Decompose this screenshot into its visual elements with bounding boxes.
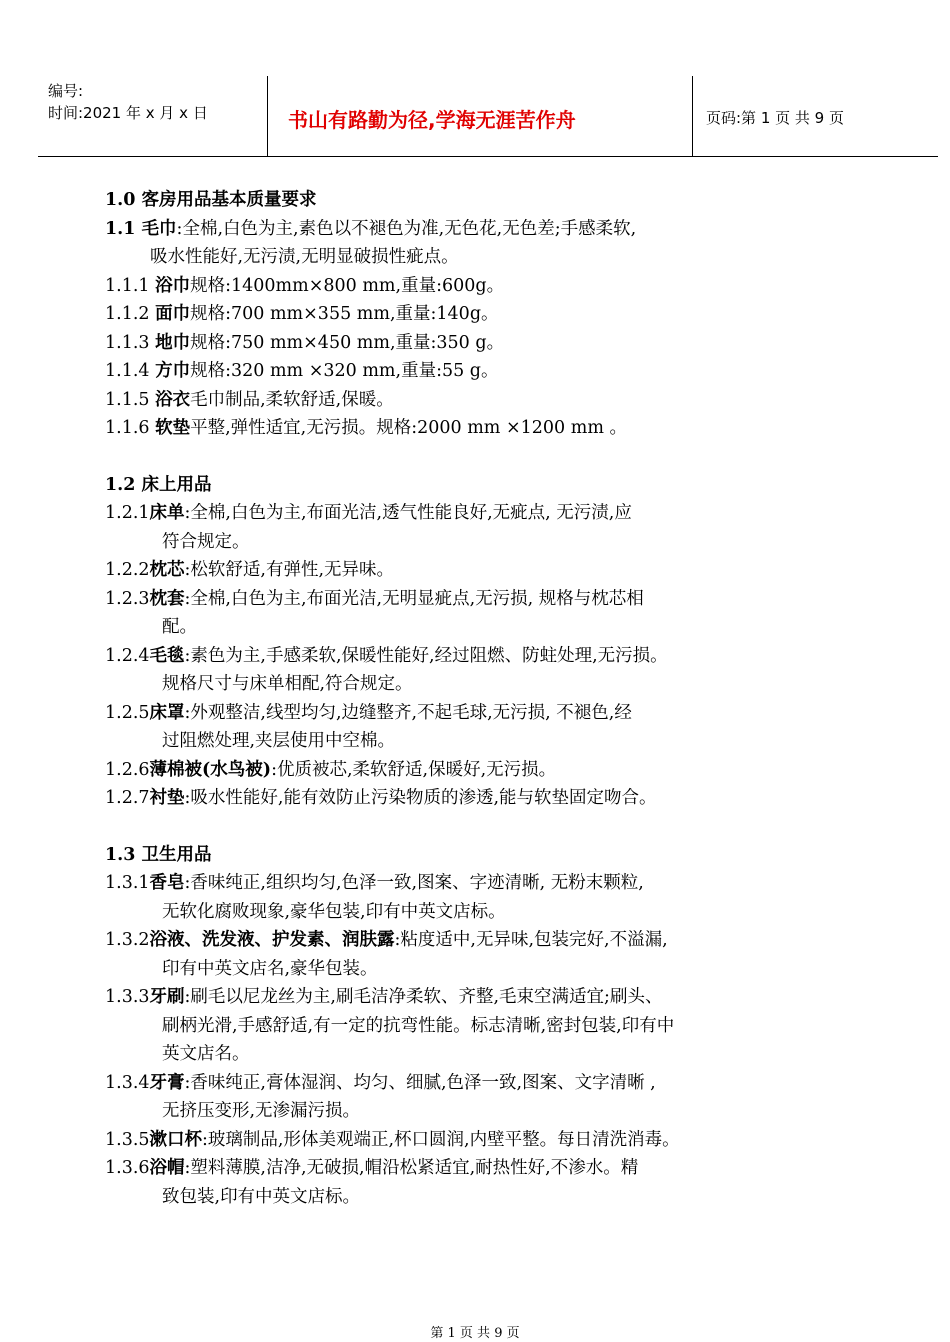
clause-text: 规格:750 mm×450 mm,重量:350 g。: [190, 332, 505, 353]
header-motto: 书山有路勤为径,学海无涯苦作舟: [288, 108, 576, 132]
clause-number: 1.1.2: [105, 304, 156, 324]
clause-term: 床单: [149, 503, 185, 523]
clause-continuation: 符合规定。: [162, 531, 250, 552]
clause-text: :吸水性能好,能有效防止污染物质的渗透,能与软垫固定吻合。: [184, 788, 657, 808]
clause-number: 1.1: [105, 218, 142, 239]
clause-number: 1.2.6: [105, 759, 150, 780]
clause-continuation: 过阻燃处理,夹层使用中空棉。: [162, 731, 396, 751]
clause-term: 软垫: [155, 418, 191, 438]
clause: [105, 272, 895, 301]
clause-number: 1.1.3: [105, 332, 156, 353]
clause-number: 1.1.1: [105, 275, 156, 296]
header-meta: [48, 80, 208, 124]
clause-number: 1.2.7: [105, 788, 150, 808]
clause: [105, 300, 895, 329]
clause-continuation: 无软化腐败现象,豪华包装,印有中英文店标。: [162, 901, 506, 922]
clause-text: 毛巾制品,柔软舒适,保暖。: [190, 389, 394, 410]
clause-term: 床罩: [149, 702, 185, 723]
clause-term: 牙膏: [149, 1072, 185, 1093]
page-header: [38, 76, 938, 157]
clause-term: 地巾: [155, 332, 191, 353]
clause-term: 香皂: [149, 873, 185, 893]
clause-text: 规格:700 mm×355 mm,重量:140g。: [190, 304, 499, 324]
clause-number: 1.1.6: [105, 418, 156, 438]
header-page-info: 页码:第 1 页 共 9 页: [706, 109, 844, 127]
clause-continuation: 英文店名。: [162, 1044, 250, 1064]
clause-continuation: 规格尺寸与床单相配,符合规定。: [162, 674, 413, 694]
clause: [105, 414, 895, 443]
clause: [105, 784, 895, 813]
clause-number: 1.3.4: [105, 1072, 150, 1093]
clause-term: 毛巾: [141, 218, 177, 239]
clause: [105, 756, 895, 785]
clause-number: 1.3.5: [105, 1129, 150, 1150]
clause-term: 方巾: [155, 361, 191, 381]
clause-text: :松软舒适,有弹性,无异味。: [184, 560, 395, 580]
document-body: [105, 186, 895, 1211]
clause-number: 1.1.4: [105, 361, 156, 381]
clause-text: :素色为主,手感柔软,保暖性能好,经过阻燃、防蛀处理,无污损。: [184, 645, 668, 666]
clause-text: :全棉,白色为主,布面光洁,透气性能良好,无疵点, 无污渍,应: [184, 503, 632, 523]
clause-continuation: 刷柄光滑,手感舒适,有一定的抗弯性能。标志清晰,密封包装,印有中: [162, 1015, 675, 1036]
clause: [105, 983, 895, 1012]
section-spacer: [105, 443, 895, 471]
clause-number: 1.3.2: [105, 930, 150, 950]
clause-text: :优质被芯,柔软舒适,保暖好,无污损。: [271, 759, 557, 780]
clause-term: 枕套: [149, 588, 185, 609]
clause-number: 1.2.2: [105, 560, 150, 580]
clause-text: :玻璃制品,形体美观端正,杯口圆润,内壁平整。每日清洗消毒。: [202, 1129, 680, 1150]
clause-number: 1.2.4: [105, 645, 150, 666]
clause-continuation: 印有中英文店名,豪华包装。: [162, 958, 378, 979]
clause-term: 浴衣: [155, 389, 191, 410]
clause-term: 浴帽: [149, 1158, 185, 1178]
clause: [105, 386, 895, 415]
clause-term: 牙刷: [149, 987, 185, 1007]
clause: [105, 1154, 895, 1183]
clause-number: 1.1.5: [105, 389, 156, 410]
clause: [105, 499, 895, 528]
clause: [105, 1126, 895, 1155]
clause: [105, 357, 895, 386]
clause-text: :粘度适中,无异味,包装完好,不溢漏,: [394, 930, 668, 950]
clause-number: 1.3.3: [105, 987, 150, 1007]
clause-number: 1.2.3: [105, 588, 150, 609]
clause-text: :塑料薄膜,洁净,无破损,帽沿松紧适宜,耐热性好,不渗水。精: [184, 1158, 639, 1178]
clause: [105, 215, 895, 244]
doc-time-label: 时间:2021 年 x 月 x 日: [48, 104, 208, 122]
clause-term: 漱口杯: [149, 1129, 203, 1150]
header-divider: [267, 76, 268, 156]
page-footer: 第 1 页 共 9 页: [430, 1326, 520, 1341]
clause-text: 规格:320 mm ×320 mm,重量:55 g。: [190, 361, 499, 381]
clause-continuation: 吸水性能好,无污渍,无明显破损性疵点。: [150, 247, 459, 267]
clause-term: 毛毯: [149, 645, 185, 666]
clause: [105, 556, 895, 585]
clause-number: 1.2.5: [105, 702, 150, 723]
clause-term: 枕芯: [149, 560, 185, 580]
clause-continuation: 配。: [162, 617, 197, 637]
clause-number: 1.3.6: [105, 1158, 150, 1178]
clause-text: 平整,弹性适宜,无污损。规格:2000 mm ×1200 mm 。: [190, 418, 627, 438]
clause-term: 衬垫: [149, 788, 185, 808]
clause-continuation: 无挤压变形,无渗漏污损。: [162, 1101, 361, 1121]
clause-text: :香味纯正,组织均匀,色泽一致,图案、字迹清晰, 无粉末颗粒,: [184, 873, 644, 893]
clause-text: :全棉,白色为主,布面光洁,无明显疵点,无污损, 规格与枕芯相: [184, 588, 644, 609]
clause: [105, 329, 895, 358]
doc-number-label: 编号:: [48, 82, 84, 100]
clause: [105, 642, 895, 671]
section-heading: 1.2 床上用品: [105, 474, 212, 495]
clause-term: 面巾: [155, 304, 191, 324]
section-spacer: [105, 813, 895, 841]
clause-term: 浴液、洗发液、护发素、润肤露: [149, 930, 395, 950]
header-divider: [692, 76, 693, 156]
clause-number: 1.2.1: [105, 503, 150, 523]
clause-text: :刷毛以尼龙丝为主,刷毛洁净柔软、齐整,毛束空满适宜;刷头、: [184, 987, 663, 1007]
clause: [105, 585, 895, 614]
clause-continuation: 致包装,印有中英文店标。: [162, 1186, 361, 1207]
clause-text: :香味纯正,膏体湿润、均匀、细腻,色泽一致,图案、文字清晰 ,: [184, 1072, 656, 1093]
clause-text: :全棉,白色为主,素色以不褪色为准,无色花,无色差;手感柔软,: [176, 218, 637, 239]
clause-term: 薄棉被(水鸟被): [149, 759, 272, 780]
clause-text: 规格:1400mm×800 mm,重量:600g。: [190, 275, 505, 296]
clause: [105, 869, 895, 898]
clause-number: 1.3.1: [105, 873, 150, 893]
section-heading: 1.0 客房用品基本质量要求: [105, 190, 317, 210]
clause: [105, 926, 895, 955]
clause-text: :外观整洁,线型均匀,边缝整齐,不起毛球,无污损, 不褪色,经: [184, 702, 632, 723]
clause: [105, 1069, 895, 1098]
clause: [105, 699, 895, 728]
section-heading: 1.3 卫生用品: [105, 844, 212, 865]
clause-term: 浴巾: [155, 275, 191, 296]
